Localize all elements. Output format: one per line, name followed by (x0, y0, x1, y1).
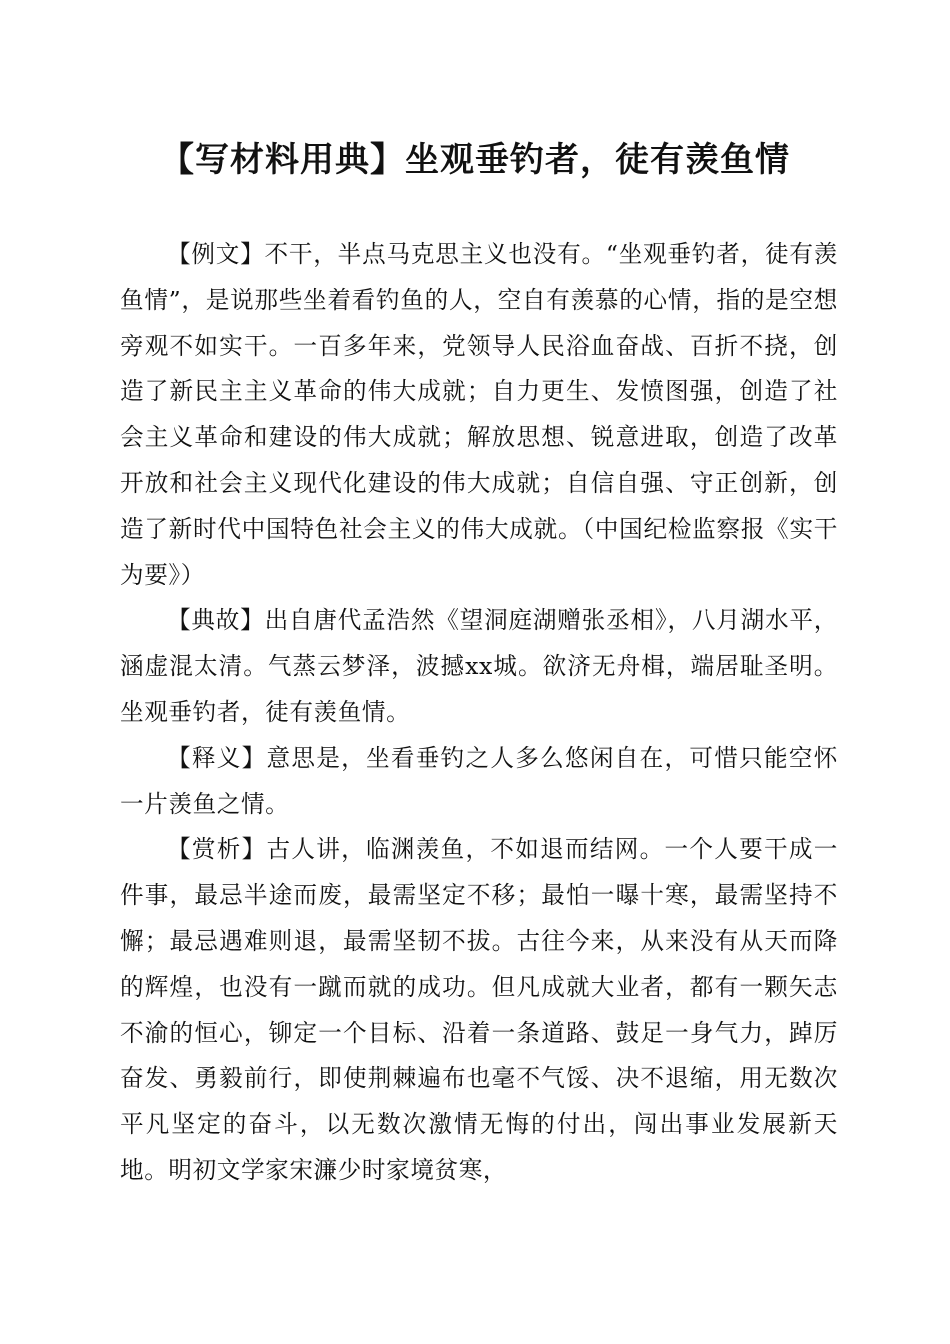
paragraph-allusion: 【典故】出自唐代孟浩然《望洞庭湖赠张丞相》，八月湖水平，涵虚混太清。气蒸云梦泽，波撼xx城。欲济无舟楫，端居耻圣明。坐观垂钓者，徒有羡鱼情。 (120, 606, 838, 726)
paragraph-appreciation: 【赏析】古人讲，临渊羡鱼，不如退而结网。一个人要干成一件事，最忌半途而废，最需坚定不移；最怕一曝十寒，最需坚持不懈；最忌遇难则退，最需坚韧不拔。古往今来，从来没有从天而降的辉煌，也没有一蹴而就的成功。但凡成就大业者，都有一颗矢志不渝的恒心，铆定一个目标、沿着一条道路、鼓足一身气力，踔厉奋发、勇毅前行，即使荆棘遍布也毫不气馁、决不退缩，用无数次平凡坚定的奋斗，以无数次激情无悔的付出，闯出事业发展新天地。明初文学家宋濂少时家境贫寒， (120, 835, 838, 1184)
document-body (120, 232, 838, 1194)
document-title: 【写材料用典】坐观垂钓者，徒有羡鱼情 (160, 140, 790, 180)
paragraph-meaning: 【释义】意思是，坐看垂钓之人多么悠闲自在，可惜只能空怀一片羡鱼之情。 (120, 743, 838, 818)
paragraph-example: 【例文】不干，半点马克思主义也没有。“坐观垂钓者，徒有羡鱼情”，是说那些坐着看钓鱼的人，空自有羡慕的心情，指的是空想旁观不如实干。一百多年来，党领导人民浴血奋战、百折不挠，创造了新民主主义革命的伟大成就；自力更生、发愤图强，创造了社会主义革命和建设的伟大成就；解放思想、锐意进取，创造了改革开放和社会主义现代化建设的伟大成就；自信自强、守正创新，创造了新时代中国特色社会主义的伟大成就。（中国纪检监察报《实干为要》） (120, 240, 838, 589)
